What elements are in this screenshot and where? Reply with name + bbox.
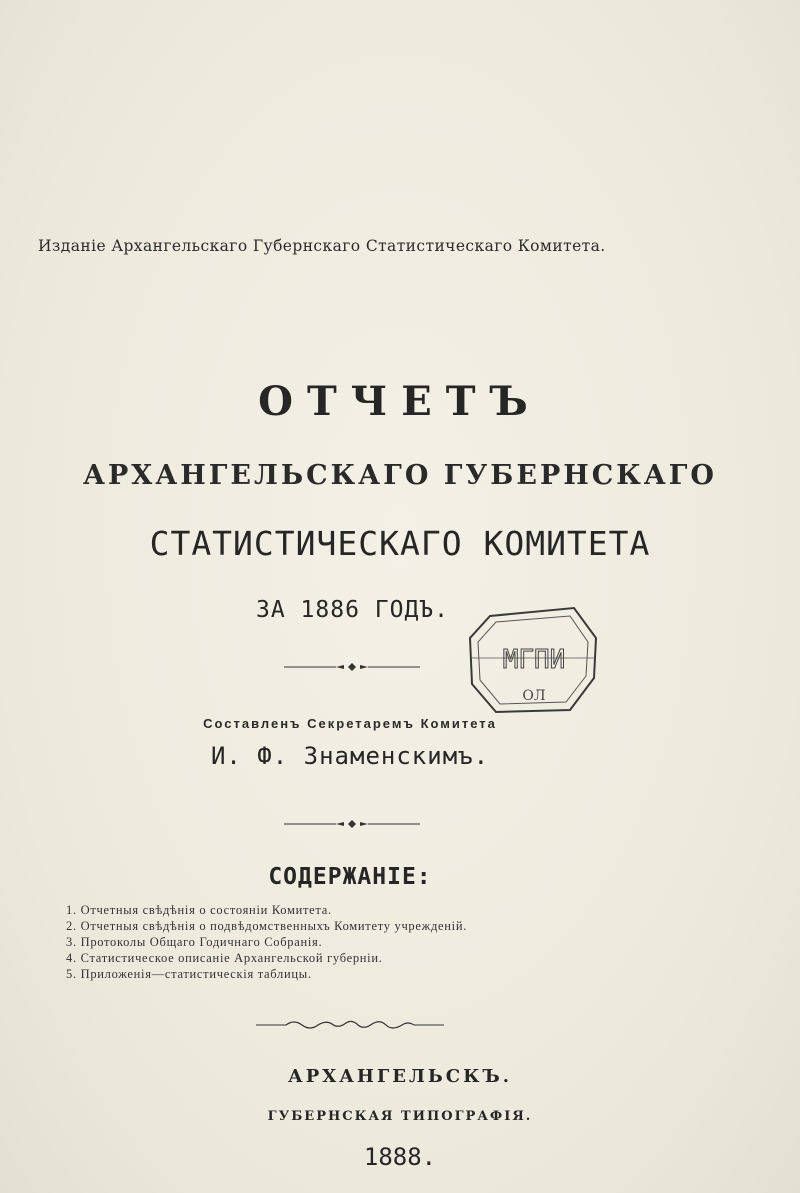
report-year-line: ЗА 1886 ГОДЪ. — [256, 597, 450, 623]
author-name: И. Ф. Знаменскимъ. — [210, 742, 490, 770]
report-subtitle-2: СТАТИСТИЧЕСКАГО КОМИТЕТА — [149, 524, 651, 563]
list-item: 2. Отчетныя свѣдѣнія о подвѣдомственныхъ Комитету учрежденій. — [66, 919, 468, 933]
list-item: 3. Протоколы Общаго Годичнаго Собранія. — [66, 935, 323, 949]
publisher-line: Изданіе Архангельскаго Губернскаго Статистическаго Комитета. — [38, 237, 606, 255]
stamp-text-bottom: ОЛ — [522, 688, 546, 704]
report-title: ОТЧЕТЪ — [258, 378, 542, 425]
imprint-city: АРХАНГЕЛЬСКЪ. — [288, 1066, 512, 1087]
list-item: 4. Статистическое описаніе Архангельской губерніи. — [66, 951, 383, 965]
imprint-press: ГУБЕРНСКАЯ ТИПОГРАФІЯ. — [267, 1109, 533, 1124]
stamp-text-top: МГПИ — [502, 645, 566, 675]
composed-by-line: Составленъ Секретаремъ Комитета — [203, 716, 497, 731]
ornament-divider-2 — [284, 819, 420, 829]
contents-list — [66, 902, 686, 982]
list-item: 5. Приложенія—статистическія таблицы. — [66, 967, 312, 981]
list-item: 1. Отчетныя свѣдѣнія о состояніи Комитета. — [66, 903, 332, 917]
contents-heading: СОДЕРЖАНІЕ: — [268, 864, 432, 890]
library-stamp — [466, 598, 602, 716]
report-subtitle-1: АРХАНГЕЛЬСКАГО ГУБЕРНСКАГО — [83, 460, 717, 491]
flourish-ornament — [256, 1018, 444, 1032]
imprint-year: 1888. — [363, 1143, 437, 1171]
ornament-divider — [284, 662, 420, 672]
